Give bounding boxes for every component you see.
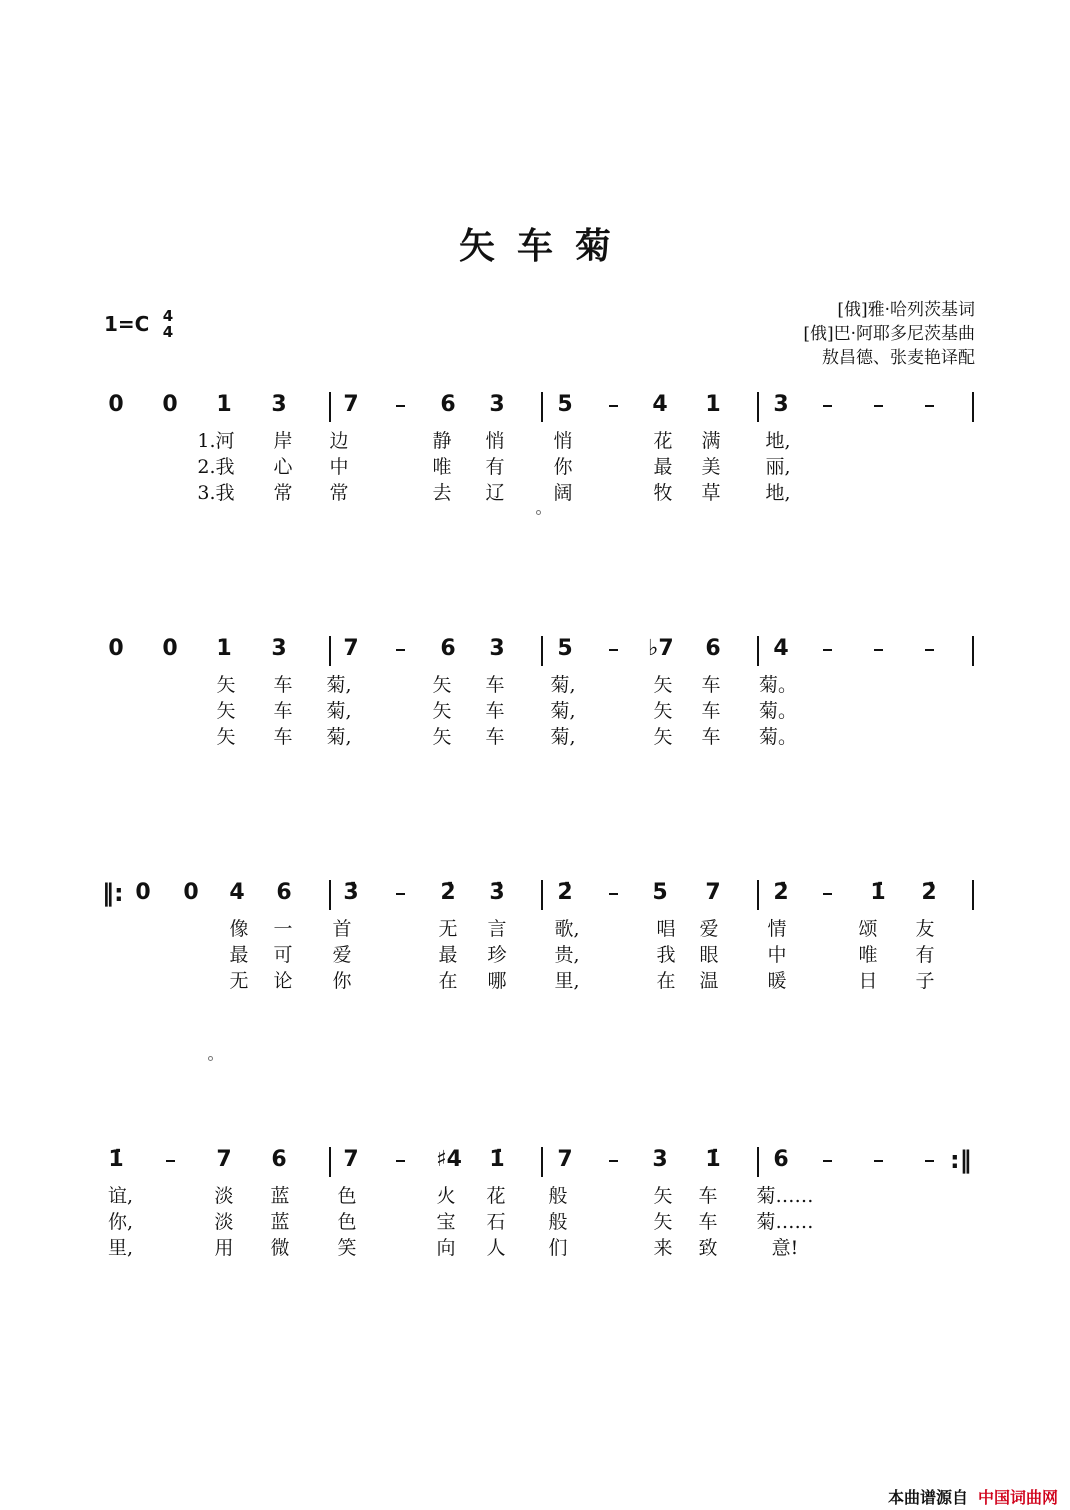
- song-title: 矢车菊: [458, 225, 633, 267]
- note: 3: [489, 392, 505, 417]
- lyric-syllable: 珍: [487, 944, 507, 966]
- lyric-syllable: 像: [229, 918, 249, 940]
- barline: [541, 1147, 543, 1177]
- note: 0: [135, 880, 151, 905]
- lyric-syllable: 车: [485, 674, 505, 696]
- duration-dash: [609, 649, 618, 651]
- lyric-syllable: 菊,: [326, 726, 352, 748]
- note: 7: [343, 1147, 359, 1172]
- duration-dash: [166, 1160, 175, 1162]
- lyric-syllable: 矢: [653, 1211, 673, 1233]
- lyric-syllable: 淡: [214, 1185, 234, 1207]
- lyric-syllable: 首: [332, 918, 352, 940]
- lyric-syllable: 车: [698, 1185, 718, 1207]
- lyric-syllable: 哪: [487, 970, 507, 992]
- note: 4: [652, 392, 668, 417]
- lyric-syllable: 菊,: [326, 674, 352, 696]
- duration-dash: [925, 1160, 934, 1162]
- lyric-syllable: 最: [229, 944, 249, 966]
- meter-top: 4: [162, 307, 174, 325]
- lyric-syllable: 人: [486, 1237, 506, 1259]
- duration-dash: [823, 1160, 832, 1162]
- credit-translator: 敖昌德、张麦艳译配: [822, 348, 975, 368]
- lyric-syllable: 阔: [553, 482, 573, 504]
- staff-line-1: [0, 390, 1070, 504]
- lyric-syllable: 常: [273, 482, 293, 504]
- lyric-syllable: 矢: [653, 700, 673, 722]
- lyric-syllable: 车: [698, 1211, 718, 1233]
- duration-dash: [396, 893, 405, 895]
- lyric-syllable: 矢: [653, 1185, 673, 1207]
- note: 2̇: [921, 880, 937, 905]
- lyric-syllable: 无: [438, 918, 458, 940]
- note: 6: [773, 1147, 789, 1172]
- note: 3: [773, 392, 789, 417]
- lyric-syllable: 悄: [485, 430, 505, 452]
- source-prefix: 本曲谱源自: [887, 1488, 968, 1507]
- barline: [329, 392, 331, 422]
- duration-dash: [874, 405, 883, 407]
- lyric-syllable: 颂: [858, 918, 878, 940]
- lyric-syllable: 向: [436, 1237, 456, 1259]
- lyric-syllable: 在: [438, 970, 458, 992]
- lyric-syllable: 车: [273, 674, 293, 696]
- barline: [329, 636, 331, 666]
- repeat-start: ‖:: [102, 879, 124, 907]
- lyric-syllable: 暖: [767, 970, 787, 992]
- lyric-syllable: 爱: [699, 918, 719, 940]
- note: 3: [652, 1147, 668, 1172]
- lyric-syllable: 边: [329, 430, 349, 452]
- lyric-syllable: 用: [214, 1237, 234, 1259]
- lyric-syllable: 爱: [332, 944, 352, 966]
- note: 7: [557, 1147, 573, 1172]
- duration-dash: [396, 405, 405, 407]
- note: 3: [271, 392, 287, 417]
- lyric-syllable: 草: [701, 482, 721, 504]
- lyric-syllable: 日: [858, 970, 878, 992]
- lyric-syllable: 去: [432, 482, 452, 504]
- lyric-syllable: 菊,: [550, 700, 576, 722]
- lyric-syllable: 淡: [214, 1211, 234, 1233]
- lyric-syllable: 菊,: [326, 700, 352, 722]
- barline: [757, 880, 759, 910]
- lyric-syllable: 色: [337, 1185, 357, 1207]
- lyric-syllable: 菊……: [756, 1185, 814, 1207]
- barline: [757, 1147, 759, 1177]
- lyric-syllable: 车: [485, 700, 505, 722]
- lyric-syllable: 歌,: [554, 918, 580, 940]
- barline-end: [972, 636, 974, 666]
- note: 5: [557, 636, 573, 661]
- note: 4: [773, 636, 789, 661]
- time-signature: [160, 308, 176, 340]
- lyric-syllable: 车: [701, 674, 721, 696]
- lyric-syllable: 你: [553, 456, 573, 478]
- lyric-syllable: 意!: [771, 1237, 799, 1259]
- staff-line-4: [0, 1145, 1070, 1259]
- lyric-syllable: 矢: [653, 674, 673, 696]
- lyric-syllable: 贵,: [554, 944, 580, 966]
- lyric-syllable: 有: [915, 944, 935, 966]
- barline: [541, 636, 543, 666]
- lyric-syllable: 有: [485, 456, 505, 478]
- note: 6: [705, 636, 721, 661]
- lyric-syllable: 矢: [432, 674, 452, 696]
- lyric-syllable: 矢: [432, 726, 452, 748]
- duration-dash: [874, 649, 883, 651]
- lyric-syllable: 丽,: [765, 456, 791, 478]
- lyric-syllable: 温: [699, 970, 719, 992]
- lyric-syllable: 宝: [436, 1211, 456, 1233]
- duration-dash: [823, 649, 832, 651]
- note: 2̇: [557, 880, 573, 905]
- lyric-syllable: 辽: [485, 482, 505, 504]
- lyric-syllable: 中: [767, 944, 787, 966]
- lyric-syllable: 唯: [432, 456, 452, 478]
- duration-dash: [609, 1160, 618, 1162]
- barline: [329, 880, 331, 910]
- lyric-syllable: 地,: [765, 482, 791, 504]
- lyric-syllable: 火: [436, 1185, 456, 1207]
- lyric-syllable: 岸: [273, 430, 293, 452]
- scan-speck: [536, 510, 541, 515]
- lyric-syllable: 矢: [432, 700, 452, 722]
- key-signature: 1=C: [104, 312, 150, 336]
- lyric-syllable: 最: [438, 944, 458, 966]
- duration-dash: [925, 405, 934, 407]
- duration-dash: [874, 1160, 883, 1162]
- lyric-syllable: 车: [273, 726, 293, 748]
- note: 7: [343, 392, 359, 417]
- lyric-syllable: 美: [701, 456, 721, 478]
- note: 2̇: [773, 880, 789, 905]
- lyric-syllable: 菊。: [758, 726, 798, 748]
- lyric-syllable: 最: [653, 456, 673, 478]
- lyric-syllable: 蓝: [270, 1211, 290, 1233]
- lyric-syllable: 友: [915, 918, 935, 940]
- lyric-syllable: 矢: [216, 700, 236, 722]
- lyric-syllable: 你,: [108, 1211, 134, 1233]
- scan-speck: [208, 1056, 213, 1061]
- duration-dash: [925, 649, 934, 651]
- lyric-syllable: 满: [701, 430, 721, 452]
- lyric-syllable: 般: [548, 1211, 568, 1233]
- note: 1: [705, 392, 721, 417]
- barline: [541, 880, 543, 910]
- note: 1: [216, 636, 232, 661]
- note: 6: [440, 392, 456, 417]
- lyric-syllable: 矢: [653, 726, 673, 748]
- lyric-syllable: 车: [701, 726, 721, 748]
- lyric-syllable: 1.河: [197, 430, 235, 452]
- staff-line-2: [0, 634, 1070, 748]
- barline: [329, 1147, 331, 1177]
- lyric-syllable: 花: [653, 430, 673, 452]
- lyric-syllable: 车: [273, 700, 293, 722]
- note: 4: [229, 880, 245, 905]
- note: 6: [271, 1147, 287, 1172]
- barline: [541, 392, 543, 422]
- credits: [803, 298, 975, 370]
- lyric-syllable: 静: [432, 430, 452, 452]
- note: 1̇: [108, 1147, 124, 1172]
- lyric-syllable: 花: [486, 1185, 506, 1207]
- lyric-syllable: 论: [273, 970, 293, 992]
- note: 0: [162, 392, 178, 417]
- barline: [757, 392, 759, 422]
- lyric-syllable: 唱: [656, 918, 676, 940]
- credit-lyricist: [俄]雅·哈列茨基词: [837, 300, 975, 320]
- note: 5: [652, 880, 668, 905]
- duration-dash: [823, 893, 832, 895]
- lyric-syllable: 车: [485, 726, 505, 748]
- note: 3̇: [489, 880, 505, 905]
- lyric-syllable: 中: [329, 456, 349, 478]
- duration-dash: [609, 405, 618, 407]
- staff-line-3: [0, 878, 1070, 992]
- note: 6: [440, 636, 456, 661]
- lyric-syllable: 常: [329, 482, 349, 504]
- note: ♯4: [436, 1147, 462, 1172]
- duration-dash: [396, 1160, 405, 1162]
- note: 1̇: [705, 1147, 721, 1172]
- lyric-syllable: 牧: [653, 482, 673, 504]
- note: 1: [216, 392, 232, 417]
- lyric-syllable: 谊,: [108, 1185, 134, 1207]
- credit-composer: [俄]巴·阿耶多尼茨基曲: [803, 324, 975, 344]
- note: 3̇: [343, 880, 359, 905]
- note: 7: [705, 880, 721, 905]
- lyric-syllable: 蓝: [270, 1185, 290, 1207]
- note: 6: [276, 880, 292, 905]
- lyric-syllable: 眼: [699, 944, 719, 966]
- barline-end: [972, 880, 974, 910]
- lyric-syllable: 来: [653, 1237, 673, 1259]
- note: 2̇: [440, 880, 456, 905]
- lyric-syllable: 致: [698, 1237, 718, 1259]
- lyric-syllable: 菊。: [758, 674, 798, 696]
- duration-dash: [823, 405, 832, 407]
- lyric-syllable: 子: [915, 970, 935, 992]
- meter-bottom: 4: [162, 323, 174, 341]
- note: ♭7: [648, 636, 674, 661]
- repeat-end: :‖: [950, 1146, 972, 1174]
- lyric-syllable: 一: [273, 918, 293, 940]
- lyric-syllable: 2.我: [197, 456, 235, 478]
- lyric-syllable: 们: [548, 1237, 568, 1259]
- barline: [757, 636, 759, 666]
- lyric-syllable: 我: [656, 944, 676, 966]
- lyric-syllable: 里,: [554, 970, 580, 992]
- note: 0: [162, 636, 178, 661]
- lyric-syllable: 矢: [216, 674, 236, 696]
- barline-end: [972, 392, 974, 422]
- note: 7: [343, 636, 359, 661]
- lyric-syllable: 3.我: [197, 482, 235, 504]
- lyric-syllable: 无: [229, 970, 249, 992]
- lyric-syllable: 悄: [553, 430, 573, 452]
- lyric-syllable: 心: [273, 456, 293, 478]
- note: 0: [108, 392, 124, 417]
- lyric-syllable: 菊……: [756, 1211, 814, 1233]
- lyric-syllable: 般: [548, 1185, 568, 1207]
- lyric-syllable: 里,: [108, 1237, 134, 1259]
- lyric-syllable: 情: [767, 918, 787, 940]
- note: 5: [557, 392, 573, 417]
- lyric-syllable: 菊,: [550, 674, 576, 696]
- lyric-syllable: 可: [273, 944, 293, 966]
- source-credit: [888, 1485, 1058, 1508]
- note: 1̇: [489, 1147, 505, 1172]
- source-site: 中国词曲网: [977, 1488, 1058, 1507]
- note: 0: [108, 636, 124, 661]
- lyric-syllable: 菊,: [550, 726, 576, 748]
- duration-dash: [396, 649, 405, 651]
- lyric-syllable: 地,: [765, 430, 791, 452]
- lyric-syllable: 矢: [216, 726, 236, 748]
- lyric-syllable: 车: [701, 700, 721, 722]
- lyric-syllable: 菊。: [758, 700, 798, 722]
- note: 3: [271, 636, 287, 661]
- duration-dash: [609, 893, 618, 895]
- note: 0: [183, 880, 199, 905]
- note: 7: [216, 1147, 232, 1172]
- lyric-syllable: 言: [487, 918, 507, 940]
- lyric-syllable: 唯: [858, 944, 878, 966]
- note: 3: [489, 636, 505, 661]
- lyric-syllable: 你: [332, 970, 352, 992]
- lyric-syllable: 微: [270, 1237, 290, 1259]
- lyric-syllable: 石: [486, 1211, 506, 1233]
- note: 1̇: [870, 880, 886, 905]
- lyric-syllable: 笑: [337, 1237, 357, 1259]
- lyric-syllable: 在: [656, 970, 676, 992]
- lyric-syllable: 色: [337, 1211, 357, 1233]
